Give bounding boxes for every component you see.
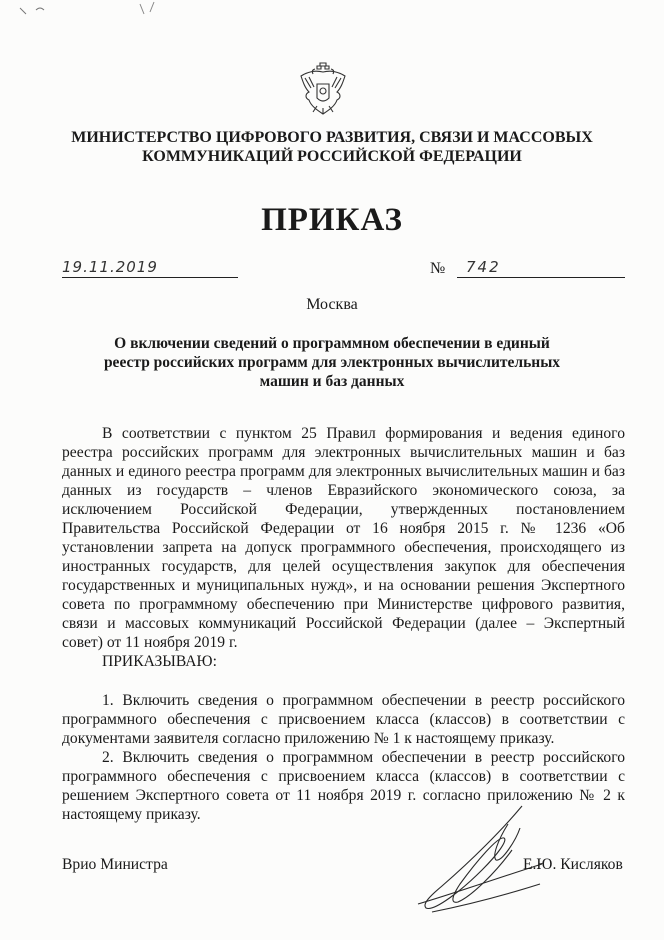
preamble-text: В соответствии с пунктом 25 Правил формирования и ведения единого реестра российских программ для электронных вычислительных машин и баз данных и единого реестра программ для электронных вычислительных машин и баз данных из государств – членов Евразийского экономического союза, за исключением Российской Федерации, утвержденных постановлением Правительства Российской Федерации от 16 ноября 2015 г. № 1236 «Об установлении запрета на допуск программного обеспечения, происходящего из иностранных государств, для целей осуществления закупок для обеспечения государственных и муниципальных нужд», и на основании решения Экспертного совета по программному обеспечению при Министерстве цифрового развития, связи и массовых коммуникаций Российской Федерации (далее – Экспертный совет) от 11 ноября 2019 г. xyxy=(62,425,625,651)
subject-title: О включении сведений о программном обеспечении в единый реестр российских программ для электронных вычислительных машин и баз данных xyxy=(103,335,561,390)
ministry-name: МИНИСТЕРСТВО ЦИФРОВОГО РАЗВИТИЯ, СВЯЗИ И МАССОВЫХ КОММУНИКАЦИЙ РОССИЙСКОЙ ФЕДЕРАЦИИ xyxy=(71,129,593,165)
city: Москва xyxy=(306,296,358,313)
scan-mark xyxy=(130,0,170,22)
document-number: 742 xyxy=(466,258,501,276)
order-word: ПРИКАЗЫВАЮ: xyxy=(102,653,217,670)
order-item: 1. Включить сведения о программном обеспечении в реестр российского программного обеспечения с присвоением класса (классов) в соответствии с документами заявителя согласно приложению № 1 к настоящему приказу. xyxy=(62,692,625,747)
order-item: 2. Включить сведения о программном обеспечении в реестр российского программного обеспечения с присвоением класса (классов) в соответствии с решением Экспертного совета от 11 ноября 2019 г. согласно приложению № 2 к настоящему приказу. xyxy=(62,749,625,823)
number-label: № xyxy=(430,260,446,277)
document-type: ПРИКАЗ xyxy=(261,202,403,238)
coat-of-arms-icon xyxy=(297,62,349,118)
signer-name: Е.Ю. Кисляков xyxy=(523,856,623,873)
scan-mark xyxy=(14,0,84,22)
document-date: 19.11.2019 xyxy=(62,258,158,276)
order-section xyxy=(62,652,625,824)
preamble xyxy=(62,424,625,652)
signer-title: Врио Министра xyxy=(62,856,168,873)
